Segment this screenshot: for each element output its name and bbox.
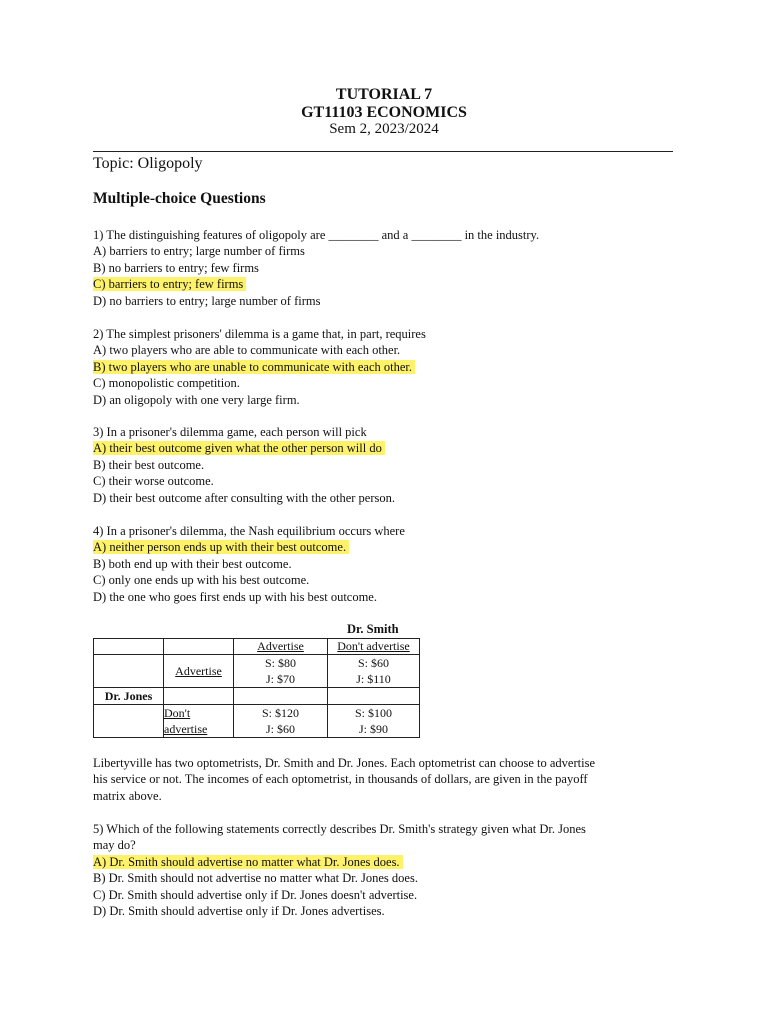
payoff-cell: S: $80 J: $70 bbox=[234, 655, 328, 688]
tutorial-title: TUTORIAL 7 bbox=[335, 86, 433, 103]
question-stem: 1) The distinguishing features of oligopoly are ________ and a ________ in the industry. bbox=[93, 228, 540, 242]
option: D) Dr. Smith should advertise only if Dr. Jones advertises. bbox=[93, 903, 385, 918]
question-4 bbox=[93, 523, 405, 605]
option: D) no barriers to entry; large number of firms bbox=[93, 293, 321, 308]
semester: Sem 2, 2023/2024 bbox=[329, 121, 439, 137]
question-2 bbox=[93, 326, 426, 408]
question-1 bbox=[93, 227, 539, 309]
question-stem: 4) In a prisoner's dilemma, the Nash equilibrium occurs where bbox=[93, 524, 405, 538]
row-player-label: Dr. Jones bbox=[94, 688, 164, 705]
option: D) the one who goes first ends up with his best outcome. bbox=[93, 589, 377, 604]
option: C) Dr. Smith should advertise only if Dr. Jones doesn't advertise. bbox=[93, 887, 418, 902]
option-correct: C) barriers to entry; few firms bbox=[93, 276, 539, 292]
row-header-advertise: Advertise bbox=[164, 655, 234, 688]
payoff-matrix bbox=[93, 638, 420, 738]
topic: Topic: Oligopoly bbox=[93, 155, 203, 172]
option: C) their worse outcome. bbox=[93, 474, 214, 489]
question-stem: 3) In a prisoner's dilemma game, each person will pick bbox=[93, 425, 367, 439]
option: B) their best outcome. bbox=[93, 457, 205, 472]
question-stem: 5) Which of the following statements correctly describes Dr. Smith's strategy given what Dr. Jones bbox=[93, 822, 586, 836]
row-header-dont-advertise: Don't advertise bbox=[164, 705, 234, 738]
col-player-label: Dr. Smith bbox=[347, 622, 399, 636]
scenario-paragraph: Libertyville has two optometrists, Dr. Smith and Dr. Jones. Each optometrist can choose to advertise his service or not. The incomes of each optometrist, in thousands of dollars, are given in the payoff matrix above. bbox=[93, 756, 595, 803]
option: B) Dr. Smith should not advertise no matter what Dr. Jones does. bbox=[93, 871, 418, 886]
option: D) an oligopoly with one very large firm. bbox=[93, 392, 300, 407]
option-correct: A) Dr. Smith should advertise no matter what Dr. Jones does. bbox=[93, 854, 586, 870]
course-code: GT11103 ECONOMICS bbox=[301, 104, 467, 121]
payoff-cell: S: $60 J: $110 bbox=[328, 655, 420, 688]
question-5 bbox=[93, 821, 586, 919]
question-stem: 2) The simplest prisoners' dilemma is a game that, in part, requires bbox=[93, 327, 426, 341]
col-header-advertise: Advertise bbox=[234, 639, 328, 655]
payoff-cell: S: $120 J: $60 bbox=[234, 705, 328, 738]
option: C) monopolistic competition. bbox=[93, 376, 240, 391]
option: B) both end up with their best outcome. bbox=[93, 556, 292, 571]
header-rule bbox=[93, 151, 673, 152]
option: C) only one ends up with his best outcome. bbox=[93, 573, 310, 588]
question-3 bbox=[93, 424, 395, 506]
option-correct: A) neither person ends up with their best outcome. bbox=[93, 539, 405, 555]
option: D) their best outcome after consulting with the other person. bbox=[93, 490, 396, 505]
option-correct: B) two players who are unable to communicate with each other. bbox=[93, 359, 426, 375]
option-correct: A) their best outcome given what the other person will do bbox=[93, 440, 395, 456]
col-header-dont-advertise: Don't advertise bbox=[328, 639, 420, 655]
option: A) two players who are able to communicate with each other. bbox=[93, 343, 401, 358]
option: B) no barriers to entry; few firms bbox=[93, 260, 259, 275]
question-stem-cont: may do? bbox=[93, 838, 136, 853]
option: A) barriers to entry; large number of firms bbox=[93, 244, 305, 259]
section-title: Multiple-choice Questions bbox=[93, 190, 266, 207]
payoff-cell: S: $100 J: $90 bbox=[328, 705, 420, 738]
